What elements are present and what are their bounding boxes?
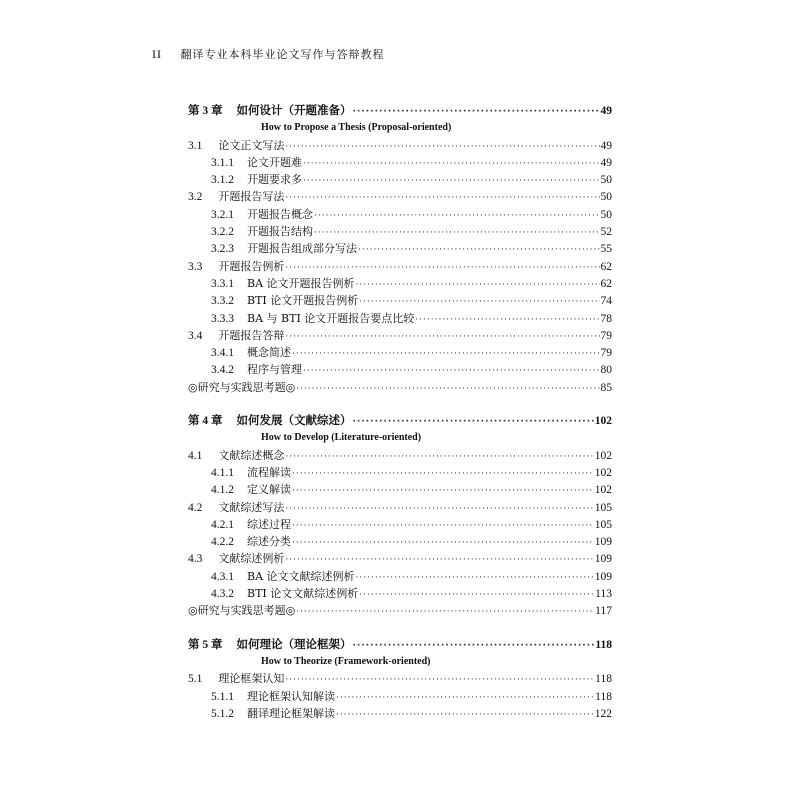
page-ref: 102 [594, 449, 612, 462]
section-title: 论文开题难 [247, 155, 302, 169]
page-number: II [152, 47, 162, 61]
section-gap [188, 396, 612, 412]
toc-entry[interactable] [188, 670, 612, 687]
dot-leader [296, 384, 599, 394]
exercise-entry[interactable] [188, 379, 612, 396]
chapter-title: 如何理论（理论框架） [236, 636, 352, 651]
toc-entry[interactable] [188, 137, 612, 154]
section-title: 概念简述 [247, 346, 291, 360]
toc-entry[interactable] [188, 292, 612, 309]
toc-entry[interactable] [188, 447, 612, 464]
table-of-contents [188, 102, 612, 722]
chapter-subtitle-en: How to Propose a Thesis (Proposal-oriented) [261, 122, 452, 134]
chapter-page: 102 [594, 415, 612, 428]
toc-entry[interactable] [188, 516, 612, 533]
dot-leader [353, 641, 595, 651]
section-number: 4.1 [188, 449, 203, 462]
chapter-subtitle-en: How to Develop (Literature-oriented) [261, 432, 422, 444]
chapter-label: 第 5 章 [188, 638, 223, 651]
section-title: BA 论文开题报告例析 [247, 276, 355, 290]
toc-entry[interactable] [188, 688, 612, 705]
page-ref: 122 [594, 707, 612, 720]
section-title: 开题报告答辩 [218, 328, 285, 342]
dot-leader [353, 417, 594, 427]
section-number: 4.1.2 [211, 484, 234, 497]
section-title: BTI 论文文献综述例析 [247, 587, 359, 601]
dot-leader [356, 280, 600, 290]
page-ref: 80 [600, 364, 612, 377]
toc-entry[interactable] [188, 568, 612, 585]
book-title: 翻译专业本科毕业论文写作与答辩教程 [180, 48, 385, 61]
chapter-heading[interactable] [188, 102, 612, 119]
dot-leader [415, 315, 599, 325]
section-title: 开题报告结构 [247, 225, 313, 239]
dot-leader [285, 142, 599, 152]
toc-entry[interactable] [188, 275, 612, 292]
toc-entry[interactable] [188, 258, 612, 275]
toc-entry[interactable] [188, 344, 612, 361]
page-ref: 62 [600, 277, 612, 290]
section-number: 3.3 [188, 260, 203, 273]
section-title: ◎研究与实践思考题◎ [188, 604, 296, 618]
toc-entry[interactable] [188, 585, 612, 602]
section-number: 3.2.2 [211, 226, 234, 239]
chapter-title: 如何设计（开题准备） [236, 103, 352, 117]
section-number: 4.3.2 [211, 588, 234, 601]
dot-leader [358, 245, 600, 255]
section-number: 3.2.3 [211, 243, 234, 256]
section-number: 3.1 [188, 139, 203, 152]
section-number: 4.2.1 [211, 518, 234, 531]
page-ref: 50 [600, 208, 612, 221]
page-ref: 50 [600, 174, 612, 187]
page-ref: 118 [595, 673, 612, 686]
dot-leader [285, 332, 599, 342]
page-ref: 78 [600, 312, 612, 325]
chapter-page: 118 [595, 638, 612, 651]
page-ref: 49 [600, 139, 612, 152]
toc-entry[interactable] [188, 154, 612, 171]
page-ref: 102 [594, 484, 612, 497]
section-title: BTI 论文开题报告例析 [247, 294, 359, 308]
section-title: 综述分类 [247, 535, 291, 549]
section-number: 3.1.2 [211, 174, 234, 187]
toc-entry[interactable] [188, 499, 612, 516]
toc-entry[interactable] [188, 206, 612, 223]
page-ref: 102 [594, 466, 612, 479]
dot-leader [303, 159, 600, 169]
dot-leader [303, 366, 600, 376]
page-ref: 62 [600, 260, 612, 273]
section-number: 4.3 [188, 553, 203, 566]
page-ref: 109 [594, 570, 612, 583]
page-ref: 79 [600, 347, 612, 360]
section-title: 文献综述例析 [218, 552, 285, 566]
page-ref: 49 [600, 156, 612, 169]
dot-leader [314, 211, 600, 221]
section-number: 3.3.2 [211, 295, 234, 308]
toc-entry[interactable] [188, 188, 612, 205]
page-ref: 52 [600, 226, 612, 239]
toc-entry[interactable] [188, 705, 612, 722]
section-number: 4.2.2 [211, 536, 234, 549]
section-number: 3.3.3 [211, 312, 234, 325]
chapter-title: 如何发展（文献综述） [236, 413, 352, 428]
toc-entry[interactable] [188, 327, 612, 344]
chapter-subtitle-en: How to Theorize (Framework-oriented) [261, 655, 431, 667]
section-title: 程序与管理 [247, 363, 302, 377]
section-title: 开题报告写法 [218, 190, 285, 204]
page-ref: 50 [600, 191, 612, 204]
section-title: 翻译理论框架解读 [247, 706, 335, 720]
dot-leader [296, 607, 594, 617]
section-title: 文献综述写法 [218, 500, 285, 514]
section-title: 理论框架认知 [218, 672, 285, 686]
section-title: 定义解读 [247, 483, 291, 497]
section-title: ◎研究与实践思考题◎ [188, 380, 296, 394]
section-number: 3.2.1 [211, 208, 234, 221]
section-number: 3.3.1 [211, 277, 234, 290]
page-ref: 109 [594, 536, 612, 549]
toc-entry[interactable] [188, 361, 612, 378]
section-title: 流程解读 [247, 465, 291, 479]
page-ref: 55 [600, 243, 612, 256]
section-number: 5.1 [188, 673, 203, 686]
chapter-page: 49 [600, 105, 612, 117]
section-title: 文献综述概念 [218, 448, 285, 462]
section-number: 3.4.2 [211, 364, 234, 377]
dot-leader [292, 521, 594, 531]
section-number: 3.4 [188, 329, 203, 342]
section-number: 3.2 [188, 191, 203, 204]
section-number: 3.1.1 [211, 156, 234, 169]
toc-entry[interactable] [188, 171, 612, 188]
section-title: 开题要求多 [247, 173, 302, 187]
page-ref: 85 [600, 381, 612, 394]
dot-leader [353, 107, 600, 117]
dot-leader [292, 349, 600, 359]
section-number: 4.1.1 [211, 466, 234, 479]
page-ref: 118 [595, 690, 612, 703]
toc-entry[interactable] [188, 550, 612, 567]
section-number: 5.1.2 [211, 707, 234, 720]
toc-entry[interactable] [188, 223, 612, 240]
page-ref: 117 [595, 605, 612, 618]
section-title: 开题报告概念 [247, 207, 313, 221]
section-title: BA 与 BTI 论文开题报告要点比较 [247, 311, 415, 325]
page-ref: 105 [594, 518, 612, 531]
dot-leader [292, 469, 594, 479]
section-gap [188, 620, 612, 636]
dot-leader [292, 538, 594, 548]
page-ref: 105 [594, 501, 612, 514]
page-ref: 109 [594, 553, 612, 566]
chapter-label: 第 3 章 [188, 105, 223, 117]
dot-leader [303, 176, 600, 186]
dot-leader [285, 675, 594, 685]
dot-leader [336, 710, 594, 720]
dot-leader [285, 504, 593, 514]
section-title: 开题报告例析 [218, 259, 285, 273]
page-ref: 79 [600, 329, 612, 342]
running-header [152, 46, 385, 62]
dot-leader [285, 452, 593, 462]
toc-entry[interactable] [188, 481, 612, 498]
chapter-heading[interactable] [188, 412, 612, 429]
dot-leader [292, 486, 594, 496]
section-number: 4.2 [188, 501, 203, 514]
exercise-entry[interactable] [188, 602, 612, 619]
dot-leader [285, 263, 599, 273]
toc-entry[interactable] [188, 464, 612, 481]
section-number: 4.3.1 [211, 570, 234, 583]
toc-entry[interactable] [188, 240, 612, 257]
section-title: BA 论文文献综述例析 [247, 569, 355, 583]
section-number: 5.1.1 [211, 690, 234, 703]
section-title: 综述过程 [247, 517, 291, 531]
section-number: 3.4.1 [211, 347, 234, 360]
page-ref: 113 [595, 588, 612, 601]
dot-leader [285, 193, 599, 203]
toc-entry[interactable] [188, 310, 612, 327]
section-title: 论文正文写法 [218, 138, 285, 152]
dot-leader [356, 573, 594, 583]
chapter-heading[interactable] [188, 636, 612, 653]
page-ref: 74 [600, 295, 612, 308]
dot-leader [336, 693, 594, 703]
chapter-label: 第 4 章 [188, 415, 223, 428]
dot-leader [285, 555, 593, 565]
dot-leader [359, 590, 594, 600]
toc-entry[interactable] [188, 533, 612, 550]
dot-leader [314, 228, 600, 238]
section-title: 开题报告组成部分写法 [247, 242, 357, 256]
section-title: 理论框架认知解读 [247, 689, 335, 703]
dot-leader [359, 297, 599, 307]
